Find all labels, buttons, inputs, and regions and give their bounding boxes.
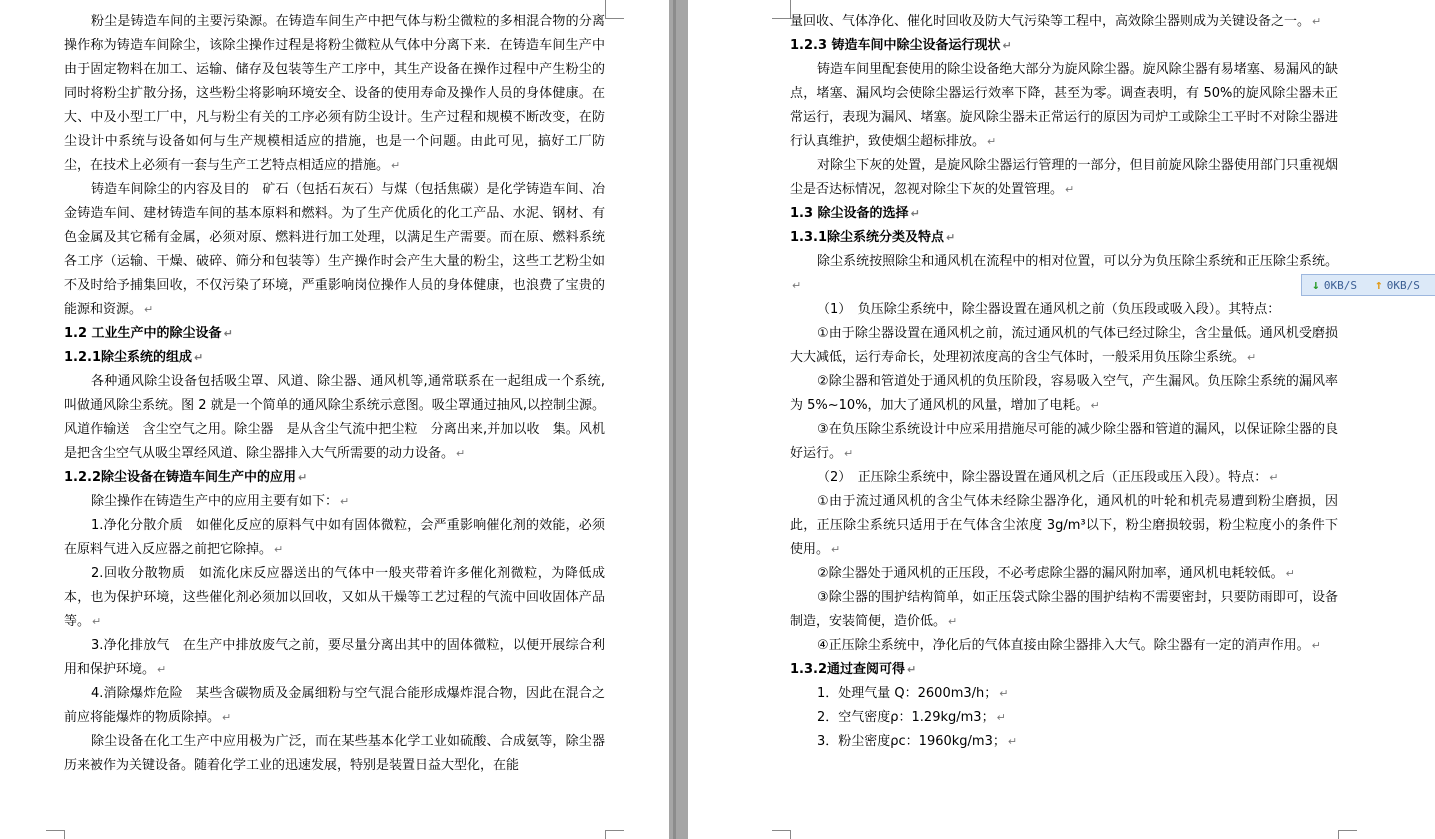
- paragraph-mark-icon: ↵: [1090, 399, 1100, 412]
- paragraph-text: 1.2 工业生产中的除尘设备: [64, 326, 222, 341]
- paragraph-mark-icon: ↵: [948, 615, 958, 628]
- paragraph: [790, 322, 1338, 370]
- paragraph-text: 除尘设备在化工生产中应用极为广泛，而在某些基本化学工业如硫酸、合成氨等，除尘器历来被作为关键设备。随着化学工业的迅速发展，特别是装置日益大型化，在能: [64, 734, 605, 773]
- paragraph-text: 1.2.3 铸造车间中除尘设备运行现状: [790, 38, 1001, 53]
- page-divider: [673, 0, 676, 839]
- paragraph-mark-icon: ↵: [999, 687, 1009, 700]
- paragraph: [790, 250, 1338, 298]
- paragraph-mark-icon: ↵: [844, 447, 854, 460]
- paragraph-mark-icon: ↵: [92, 615, 102, 628]
- paragraph: [790, 562, 1338, 586]
- paragraph-mark-icon: ↵: [1311, 639, 1321, 652]
- paragraph-text: 铸造车间里配套使用的除尘设备绝大部分为旋风除尘器。旋风除尘器有易堵塞、易漏风的缺点，堵塞、漏风均会使除尘器运行效率下降，甚至为零。调查表明，有 50%的旋风除尘器未正常运行，表现为漏风、堵塞。旋风除尘器未正常运行的原因为司炉工或除尘工平时不对除尘器进行认真维护，致使烟尘超标排放。: [790, 62, 1338, 149]
- paragraph-mark-icon: ↵: [1002, 39, 1012, 52]
- paragraph-text: 3.净化排放气 在生产中排放废气之前，要尽量分离出其中的固体微粒，以便开展综合利用和保护环境。: [64, 638, 605, 677]
- paragraph-text: 铸造车间除尘的内容及目的 矿石（包括石灰石）与煤（包括焦碳）是化学铸造车间、冶金铸造车间、建材铸造车间的基本原料和燃料。为了生产优质化的化工产品、水泥、钢材、有色金属及其它稀有金属，必须对原、燃料进行加工处理，以满足生产需要。而在原、燃料系统各工序（运输、干燥、破碎、筛分和包装等）生产操作时会产生大量的粉尘，这些工艺粉尘如不及时给予捕集回收，不仅污染了环境，严重影响岗位操作人员的身体健康，也浪费了宝贵的能源和资源。: [64, 182, 605, 317]
- upload-speed: 0KB/S: [1386, 278, 1420, 292]
- document-page-left: [0, 0, 669, 839]
- section-heading: [790, 226, 1338, 250]
- paragraph: [64, 634, 605, 682]
- paragraph: [64, 370, 605, 466]
- paragraph-text: ③除尘器的围护结构简单，如正压袋式除尘器的围护结构不需要密封，只要防雨即可，设备制造，安装简便，造价低。: [790, 590, 1338, 629]
- paragraph-text: （2） 正压除尘系统中，除尘器设置在通风机之后（正压段或压入段）。特点：: [817, 470, 1268, 485]
- paragraph-text: ③在负压除尘系统设计中应采用措施尽可能的减少除尘器和管道的漏风，以保证除尘器的良好运行。: [790, 422, 1338, 461]
- paragraph: [790, 298, 1338, 322]
- paragraph: [790, 370, 1338, 418]
- paragraph-mark-icon: ↵: [274, 543, 284, 556]
- paragraph-mark-icon: ↵: [222, 711, 232, 724]
- paragraph-text: ①由于流过通风机的含尘气体未经除尘器净化，通风机的叶轮和机壳易遭到粉尘磨损，因此，正压除尘系统只适用于在气体含尘浓度 3g/m³以下，粉尘磨损较弱，粉尘粒度小的条件下使用。: [790, 494, 1338, 557]
- paragraph: [64, 730, 605, 778]
- paragraph-text: 1.3.1除尘系统分类及特点: [790, 230, 945, 245]
- paragraph-text: 1.3 除尘设备的选择: [790, 206, 909, 221]
- paragraph-text: 对除尘下灰的处置，是旋风除尘器运行管理的一部分，但目前旋风除尘器使用部门只重视烟尘是否达标情况，忽视对除尘下灰的处置管理。: [790, 158, 1338, 197]
- paragraph-mark-icon: ↵: [391, 159, 401, 172]
- margin-marker: [605, 0, 624, 19]
- paragraph-text: 3．粉尘密度ρc：1960kg/m3；: [817, 734, 1006, 749]
- download-arrow-icon: ↓: [1312, 277, 1320, 293]
- paragraph-text: ②除尘器处于通风机的正压段，不必考虑除尘器的漏风附加率，通风机电耗较低。: [817, 566, 1284, 581]
- paragraph-text: 4.消除爆炸危险 某些含碳物质及金属细粉与空气混合能形成爆炸混合物，因此在混合之前应将能爆炸的物质除掉。: [64, 686, 605, 725]
- paragraph-text: 1.2.1除尘系统的组成: [64, 350, 193, 365]
- paragraph: [790, 466, 1338, 490]
- paragraph-mark-icon: ↵: [946, 231, 956, 244]
- paragraph-text: ①由于除尘器设置在通风机之前，流过通风机的气体已经过除尘，含尘量低。通风机受磨损大大减低，运行寿命长，处理初浓度高的含尘气体时，一般采用负压除尘系统。: [790, 326, 1338, 365]
- section-heading: [790, 34, 1338, 58]
- paragraph-mark-icon: ↵: [194, 351, 204, 364]
- paragraph-text: ④正压除尘系统中，净化后的气体直接由除尘器排入大气。除尘器有一定的消声作用。: [817, 638, 1310, 653]
- paragraph: [790, 706, 1338, 730]
- section-heading: [64, 346, 605, 370]
- paragraph-mark-icon: ↵: [1312, 15, 1322, 28]
- download-speed: 0KB/S: [1323, 278, 1357, 292]
- margin-marker: [1338, 830, 1357, 839]
- paragraph: [790, 490, 1338, 562]
- paragraph-text: 粉尘是铸造车间的主要污染源。在铸造车间生产中把气体与粉尘微粒的多相混合物的分离操作称为铸造车间除尘，该除尘操作过程是将粉尘微粒从气体中分离下来．在铸造车间生产中由于固定物料在加工、运输、储存及包装等生产工序中，其生产设备在操作过程中产生粉尘的同时将粉尘扩散分扬，这些粉尘将影响环境安全、设备的使用寿命及操作人员的身体健康。在大、中及小型工厂中，凡与粉尘有关的工序必须有防尘设计。生产过程和规模不断改变，在防尘设计中系统与设备如何与生产规模相适应的措施，也是一个问题。由此可见，搞好工厂防尘，在技术上必须有一套与生产工艺特点相适应的措施。: [64, 14, 605, 173]
- paragraph: [790, 730, 1338, 754]
- paragraph-mark-icon: ↵: [792, 279, 802, 292]
- paragraph: [790, 682, 1338, 706]
- paragraph: [64, 178, 605, 322]
- network-speed-widget[interactable]: [1301, 274, 1435, 296]
- paragraph-mark-icon: ↵: [907, 663, 917, 676]
- paragraph-mark-icon: ↵: [1269, 471, 1279, 484]
- paragraph-mark-icon: ↵: [298, 471, 308, 484]
- paragraph: [64, 562, 605, 634]
- paragraph: [64, 10, 605, 178]
- left-page-text[interactable]: [64, 10, 605, 778]
- section-heading: [64, 466, 605, 490]
- paragraph-mark-icon: ↵: [1247, 351, 1257, 364]
- upload-arrow-icon: ↑: [1374, 277, 1383, 293]
- paragraph: [790, 586, 1338, 634]
- paragraph-text: 2.回收分散物质 如流化床反应器送出的气体中一般夹带着许多催化剂微粒，为降低成本，也为保护环境，这些催化剂必须加以回收，又如从干燥等工艺过程的气流中回收固体产品等。: [64, 566, 605, 629]
- section-heading: [790, 658, 1338, 682]
- paragraph: [790, 418, 1338, 466]
- paragraph-mark-icon: ↵: [1285, 567, 1295, 580]
- paragraph-mark-icon: ↵: [910, 207, 920, 220]
- paragraph-mark-icon: ↵: [223, 327, 233, 340]
- paragraph-text: ②除尘器和管道处于通风机的负压阶段，容易吸入空气，产生漏风。负压除尘系统的漏风率为 5%~10%，加大了通风机的风量，增加了电耗。: [790, 374, 1338, 413]
- paragraph-mark-icon: ↵: [996, 711, 1006, 724]
- paragraph-text: 各种通风除尘设备包括吸尘罩、风道、除尘器、通风机等,通常联系在一起组成一个系统,叫做通风除尘系统。图 2 就是一个简单的通风除尘系统示意图。吸尘罩通过抽风,以控制尘源。风道作输送 含尘空气之用。除尘器 是从含尘气流中把尘粒 分离出来,并加以收 集。风机是把含尘空气从吸尘罩经风道、除尘器排入大气所需要的动力设备。: [64, 374, 605, 461]
- page-gap: [669, 0, 688, 839]
- section-heading: [64, 322, 605, 346]
- paragraph-text: 除尘系统按照除尘和通风机在流程中的相对位置，可以分为负压除尘系统和正压除尘系统。: [817, 254, 1338, 269]
- paragraph: [790, 58, 1338, 154]
- paragraph: [64, 490, 605, 514]
- paragraph-mark-icon: ↵: [987, 135, 997, 148]
- paragraph: [790, 10, 1338, 34]
- paragraph-text: 2．空气密度ρ：1.29kg/m3；: [817, 710, 995, 725]
- paragraph: [790, 634, 1338, 658]
- paragraph-mark-icon: ↵: [340, 495, 350, 508]
- paragraph: [64, 514, 605, 562]
- paragraph-mark-icon: ↵: [157, 663, 167, 676]
- paragraph-text: 1．处理气量 Q：2600m3/h；: [817, 686, 998, 701]
- paragraph-text: 除尘操作在铸造生产中的应用主要有如下：: [91, 494, 339, 509]
- paragraph-mark-icon: ↵: [144, 303, 154, 316]
- paragraph-text: 量回收、气体净化、催化时回收及防大气污染等工程中，高效除尘器则成为关键设备之一。: [790, 14, 1311, 29]
- paragraph-text: 1.净化分散介质 如催化反应的原料气中如有固体微粒，会严重影响催化剂的效能，必须在原料气进入反应器之前把它除掉。: [64, 518, 605, 557]
- section-heading: [790, 202, 1338, 226]
- margin-marker: [772, 830, 791, 839]
- paragraph-mark-icon: ↵: [831, 543, 841, 556]
- paragraph: [64, 682, 605, 730]
- margin-marker: [605, 830, 624, 839]
- right-page-text[interactable]: [790, 10, 1338, 754]
- document-page-right: [688, 0, 1435, 839]
- margin-marker: [772, 0, 791, 19]
- paragraph-text: （1） 负压除尘系统中，除尘器设置在通风机之前（负压段或吸入段）。其特点：: [817, 302, 1281, 317]
- paragraph-mark-icon: ↵: [1007, 735, 1018, 748]
- paragraph-mark-icon: ↵: [456, 447, 466, 460]
- paragraph-text: 1.2.2除尘设备在铸造车间生产中的应用: [64, 470, 297, 485]
- paragraph-text: 1.3.2通过查阅可得: [790, 662, 906, 677]
- margin-marker: [46, 830, 65, 839]
- paragraph-mark-icon: ↵: [1065, 183, 1075, 196]
- paragraph: [790, 154, 1338, 202]
